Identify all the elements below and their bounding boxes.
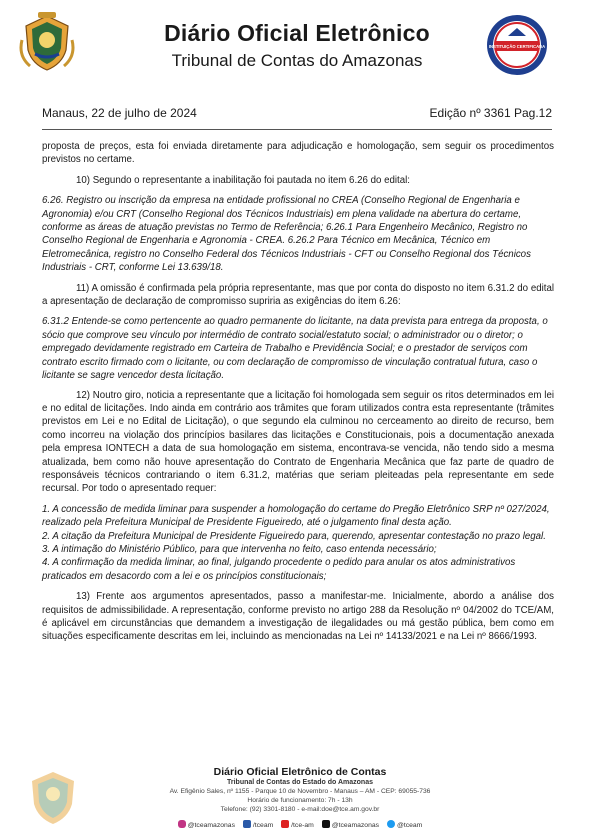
footer: [0, 758, 594, 838]
youtube-icon: [281, 820, 289, 828]
instagram-icon: [178, 820, 186, 828]
edition-bar: [42, 106, 552, 122]
request-item-1: 1. A concessão de medida liminar para suspender a homologação do certame do Pregão Eletrônico SRP nº 027/2024, realizado pela Prefeitura Municipal de Presidente Figueiredo, até o julgamento final desta ação.: [42, 503, 550, 529]
social-youtube[interactable]: /tce-am: [281, 820, 314, 829]
seal-text: INSTITUIÇÃO CERTIFICADA: [488, 44, 546, 49]
social-facebook[interactable]: /tceam: [243, 820, 273, 829]
paragraph-11: 11) A omissão é confirmada pela própria representante, mas que por conta do disposto no item 6.31.2 do edital a apresentação de declaração de compromisso supriria as exigências do item 6.26:: [42, 282, 554, 308]
tiktok-icon: [322, 820, 330, 828]
place-date: Manaus, 22 de julho de 2024: [42, 106, 197, 120]
request-item-2: 2. A citação da Prefeitura Municipal de Presidente Figueiredo para, querendo, apresentar contestação no prazo legal.: [42, 530, 546, 542]
edition-number: Edição nº 3361 Pag.12: [429, 106, 552, 120]
quote-item-6-26: 6.26. Registro ou inscrição da empresa na entidade profissional no CREA (Conselho Regional de Engenharia e Agronomia) e/ou CRT (Conselho Regional dos Técnicos Industriais) em plena validade na abertura do certame, conforme as áreas de atuação previstas no Termo de Referência; 6.26.1 Para Engenheiro Mecânico, Registro no Conselho Regional de Engenharia e Agronomia - CREA. 6.26.2 Para Técnico em Mecânica, Técnico em Eletromecânica, registro no Conselho Federal dos Técnicos Industriais - CFT ou Conselho Regional dos Técnicos Industriais - CRT, conforme Lei 13.639/18.: [42, 195, 531, 274]
facebook-icon: [243, 820, 251, 828]
footer-info: [150, 766, 450, 814]
request-item-4: 4. A confirmação da medida liminar, ao final, julgando procedente o pedido para anular os atos administrativos praticados em desacordo com a lei e os princípios constitucionais;: [42, 557, 516, 582]
footer-org: Tribunal de Contas do Estado do Amazonas: [227, 779, 373, 786]
paragraph-12: 12) Noutro giro, noticia a representante que a licitação foi homologada sem seguir os ritos determinados em lei e no edital de licitações. Indo ainda em contrário aos trâmites que foram utilizados contra esta representante (trâmites previstos em Lei e no Edital de Licitação), o que segundo ela culminou no cerceamento ao direito de recurso, bem como incorreu na violação dos princípios basilares das licitações e Constitucionais, pois a documentação anexada pela empresa IONTECH a data de sua homologação em sistema, encontrava-se vencida, não tendo sido a mesma atualizada, bem como não houve apresentação do Contrato de Engenharia Mecânica que faz parte de quadro de responsáveis técnicos contrariando o item 6.31.2, matérias que seriam pleiteadas pela representante em sede recursal. Por todo o apresentado requer:: [42, 389, 554, 495]
certification-seal-icon: [486, 14, 548, 76]
footer-coat-of-arms-icon: [22, 766, 84, 828]
page-title: Diário Oficial Eletrônico: [164, 20, 430, 46]
twitter-icon: [387, 820, 395, 828]
social-tiktok[interactable]: @tceamazonas: [322, 820, 379, 829]
paragraph-13: 13) Frente aos argumentos apresentados, passo a manifestar-me. Inicialmente, abordo a análise dos requisitos de admissibilidade. A representação, conforme previsto no artigo 288 da Resolução nº 04/2002 do TCE/AM, é aplicável em circunstâncias que demandem a investigação de ilegalidades ou má gestão pública, bem como em situações especificamente descritas em lei, incluindo as mencionadas na Lei nº 14133/2021 e na Lei nº 8666/1993.: [42, 591, 554, 643]
header-divider: [42, 129, 552, 130]
quote-item-6-31-2: 6.31.2 Entende-se como pertencente ao quadro permanente do licitante, na data prevista para entrega da proposta, o sócio que comprove seu vínculo por intermédio de contrato social/estatuto social; o administrador ou o diretor; o empregado devidamente registrado em Carteira de Trabalho e Previdência Social; e o prestador de serviços com contrato escrito firmado com o licitante, ou com declaração de compromisso de vinculação contratual futura, caso o licitante se sagre vencedor desta licitação.: [42, 316, 548, 382]
footer-address: Av. Efigênio Sales, nº 1155 - Parque 10 de Novembro - Manaus – AM - CEP: 69055-736: [169, 788, 431, 795]
request-item-3: 3. A intimação do Ministério Público, para que intervenha no feito, caso entenda necessário;: [42, 543, 437, 555]
social-instagram[interactable]: @tceamazonas: [178, 820, 235, 829]
article-body: [42, 140, 554, 644]
social-twitter[interactable]: @tceam: [387, 820, 422, 829]
paragraph-10: 10) Segundo o representante a inabilitação foi pautada no item 6.26 do edital:: [76, 174, 410, 186]
page-subtitle: Tribunal de Contas do Amazonas: [171, 51, 423, 70]
footer-hours: Horário de funcionamento: 7h - 13h: [247, 797, 353, 804]
header: [0, 0, 594, 95]
footer-phone: Telefone: (92) 3301-8180 - e-mail:doe@tce.am.gov.br: [220, 806, 380, 813]
footer-title: Diário Oficial Eletrônico de Contas: [213, 766, 387, 778]
social-links: [150, 820, 450, 829]
paragraph-continuation: proposta de preços, esta foi enviada diretamente para adjudicação e homologação, sem seguir os procedimentos previstos no certame.: [42, 141, 554, 166]
